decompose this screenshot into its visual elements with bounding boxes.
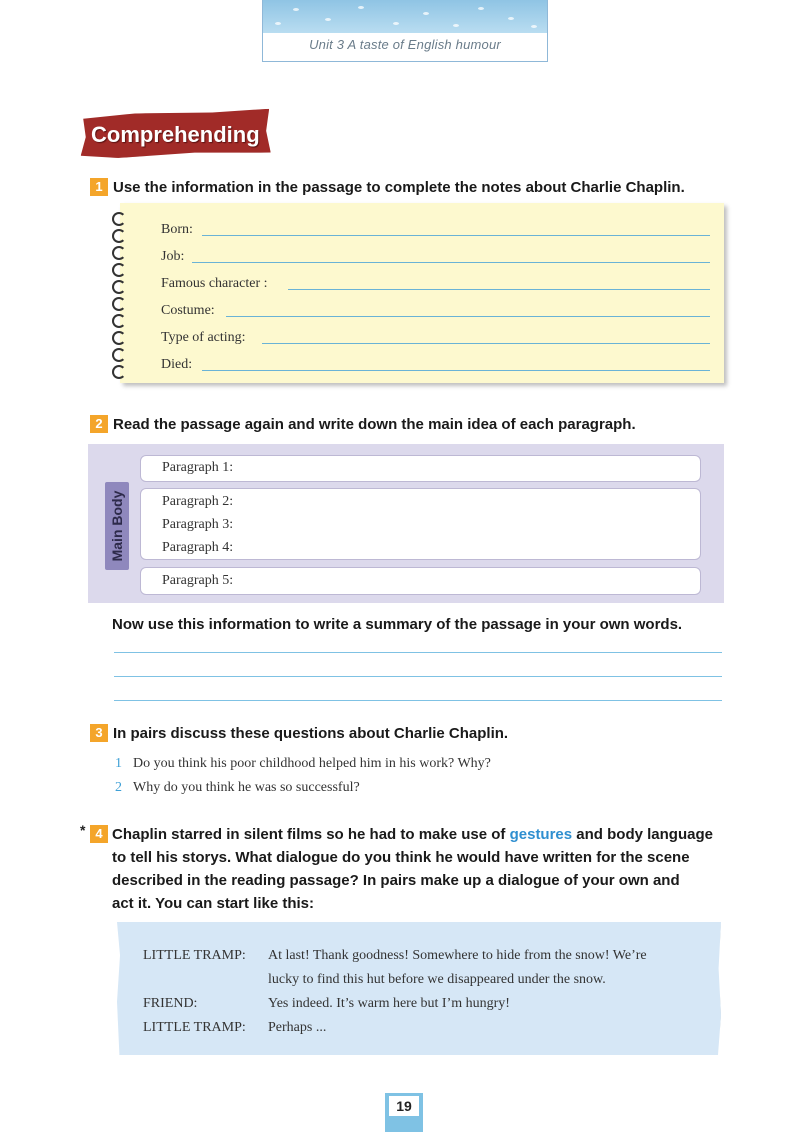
dialogue-speaker-3: FRIEND: xyxy=(143,996,198,1011)
spiral-ring-icon xyxy=(112,246,126,260)
task-4-line-3: described in the reading passage? In pairs make up a dialogue of your own and xyxy=(112,872,680,889)
note-input-type-of-acting[interactable] xyxy=(262,343,710,344)
optional-star: * xyxy=(80,822,86,838)
dialogue-line-3: Yes indeed. It’s warm here but I’m hungry! xyxy=(268,996,510,1011)
task-4-line-1 xyxy=(112,826,713,843)
dialogue-speaker-1: LITTLE TRAMP: xyxy=(143,948,246,963)
spiral-ring-icon xyxy=(112,297,126,311)
unit-header xyxy=(262,0,548,62)
task-3-instruction: In pairs discuss these questions about Charlie Chaplin. xyxy=(113,725,509,742)
task-4-line-1-end: and body language xyxy=(572,826,713,843)
task-4-line-2: to tell his storys. What dialogue do you think he would have written for the scene xyxy=(112,849,690,866)
question-2-number: 2 xyxy=(115,780,122,795)
paragraph-2-label: Paragraph 2: xyxy=(162,494,234,509)
task-1-instruction: Use the information in the passage to complete the notes about Charlie Chaplin. xyxy=(113,179,685,196)
spiral-ring-icon xyxy=(112,314,126,328)
note-input-costume[interactable] xyxy=(226,316,710,317)
task-3-number: 3 xyxy=(90,724,108,742)
question-1-number: 1 xyxy=(115,756,122,771)
main-body-tag xyxy=(105,482,129,570)
note-input-born[interactable] xyxy=(202,235,710,236)
note-label-job: Job: xyxy=(161,249,185,264)
task-4-number: 4 xyxy=(90,825,108,843)
page-number: 19 xyxy=(389,1096,419,1116)
task-4-line-1-start: Chaplin starred in silent films so he had to make use of xyxy=(112,826,510,843)
task-4-line-4: act it. You can start like this: xyxy=(112,895,315,912)
notes-notebook xyxy=(120,203,724,383)
paragraph-4-label: Paragraph 4: xyxy=(162,540,234,555)
dialogue-line-2: lucky to find this hut before we disappeared under the snow. xyxy=(268,972,606,987)
dialogue-line-4: Perhaps ... xyxy=(268,1020,327,1035)
dialogue-speaker-4: LITTLE TRAMP: xyxy=(143,1020,246,1035)
note-input-job[interactable] xyxy=(192,262,710,263)
spiral-ring-icon xyxy=(112,263,126,277)
task-2-number: 2 xyxy=(90,415,108,433)
question-2-text: Why do you think he was so successful? xyxy=(133,780,360,795)
summary-line[interactable] xyxy=(114,652,722,653)
main-body-label: Main Body xyxy=(109,490,125,562)
paragraph-5-label: Paragraph 5: xyxy=(162,573,234,588)
page-number-tab xyxy=(385,1093,423,1132)
spiral-ring-icon xyxy=(112,212,126,226)
gestures-keyword: gestures xyxy=(509,826,573,843)
spiral-ring-icon xyxy=(112,280,126,294)
summary-line[interactable] xyxy=(114,676,722,677)
summary-instruction: Now use this information to write a summary of the passage in your own words. xyxy=(112,616,683,633)
unit-title: Unit 3 A taste of English humour xyxy=(309,37,501,52)
spiral-ring-icon xyxy=(112,331,126,345)
spiral-ring-icon xyxy=(112,348,126,362)
spiral-ring-icon xyxy=(112,229,126,243)
note-label-famous-character: Famous character : xyxy=(161,276,268,291)
paragraph-1-label: Paragraph 1: xyxy=(162,460,234,475)
task-2-instruction: Read the passage again and write down the main idea of each paragraph. xyxy=(113,416,636,433)
question-1-text: Do you think his poor childhood helped him in his work? Why? xyxy=(133,756,491,771)
dialogue-line-1: At last! Thank goodness! Somewhere to hide from the snow! We’re xyxy=(268,948,647,963)
note-label-died: Died: xyxy=(161,357,193,372)
water-illustration xyxy=(263,0,547,33)
paragraph-3-label: Paragraph 3: xyxy=(162,517,234,532)
note-input-died[interactable] xyxy=(202,370,710,371)
note-label-type-of-acting: Type of acting: xyxy=(161,330,246,345)
note-input-famous-character[interactable] xyxy=(288,289,710,290)
summary-line[interactable] xyxy=(114,700,722,701)
note-label-costume: Costume: xyxy=(161,303,215,318)
note-label-born: Born: xyxy=(161,222,193,237)
section-title: Comprehending xyxy=(91,122,260,147)
task-1-number: 1 xyxy=(90,178,108,196)
spiral-ring-icon xyxy=(112,365,126,379)
